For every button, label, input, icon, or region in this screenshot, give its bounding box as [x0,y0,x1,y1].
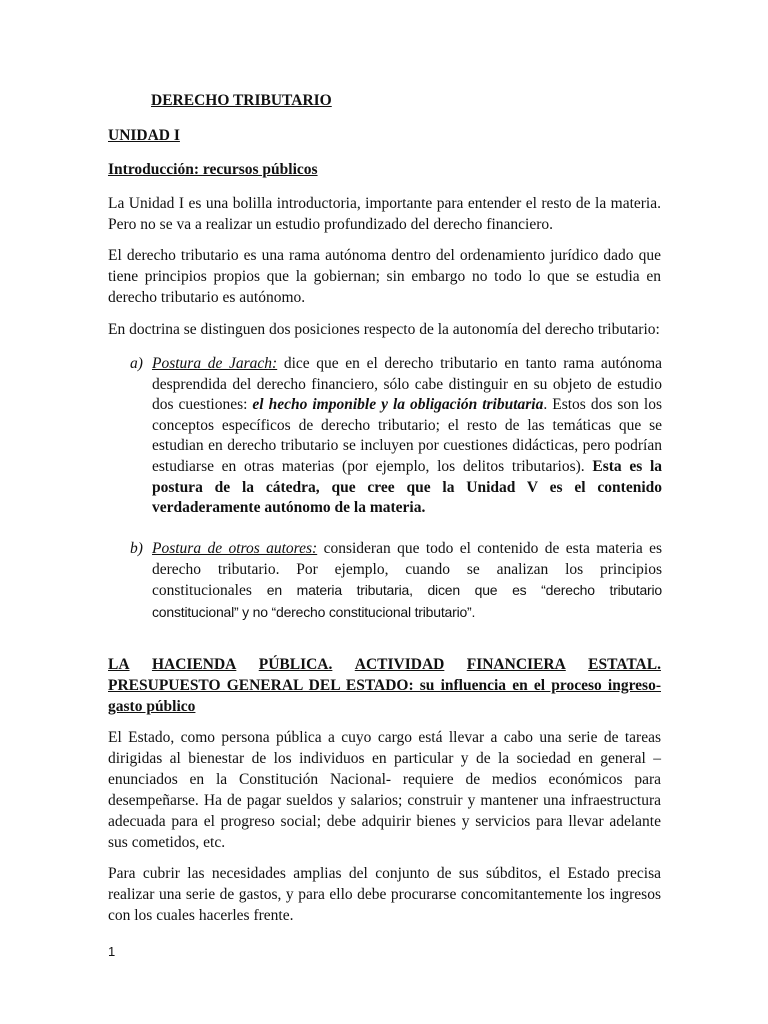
section-word: FINANCIERA [466,656,566,673]
list-text-b2: en materia tributaria, dicen que es “derecho tributario constitucional” y no “derecho constitucional tributario”. [152,582,662,620]
section-word: HACIENDA [151,656,237,673]
list-text-b1: consideran que todo el contenido de esta materia es derecho tributario. Por ejemplo, cuando se analizan los principios constitucionales [152,540,662,600]
list-label-b: b) [130,540,143,557]
list-body-b [152,539,662,623]
list-text-a2: . Estos dos son los conceptos específicos de derecho tributario; el resto de las temáticas que se estudian en derecho tributario se incluyen por cuestiones didácticas, pero podrían estudiarse en otras materias (por ejemplo, los delitos tributarios). [152,396,663,475]
list-text-a1: dice que en el derecho tributario en tanto rama autónoma desprendida del derecho financiero, sólo cabe distinguir en su objeto de estudio dos cuestiones: [152,355,663,414]
paragraph-2: El derecho tributario es una rama autónoma dentro del ordenamiento jurídico dado que tiene principios propios que la gobiernan; sin embargo no todo lo que se estudia en derecho tributario es autónomo. [108,247,661,306]
section-word: ESTATAL. [588,656,661,673]
section-word: LA [108,656,130,673]
page-number: 1 [108,944,116,959]
list-bold-a: Esta es la postura de la cátedra, que cree que la Unidad V es el contenido verdaderamente autónomo de la materia. [152,457,663,517]
document-title: DERECHO TRIBUTARIO [151,92,332,109]
section-word: ACTIVIDAD [354,656,445,673]
unit-heading: UNIDAD I [108,127,180,144]
section-heading [108,654,661,717]
section-word: PÚBLICA. [258,656,333,673]
list-item-b [130,539,662,623]
section-heading-rest: PRESUPUESTO GENERAL DEL ESTADO: su influencia en el proceso ingreso-gasto público [108,677,661,715]
intro-heading: Introducción: recursos públicos [108,161,318,178]
paragraph-3: En doctrina se distinguen dos posiciones respecto de la autonomía del derecho tributario: [108,321,660,338]
paragraph-5: Para cubrir las necesidades amplias del conjunto de sus súbditos, el Estado precisa realizar una serie de gastos, y para ello debe procurarse concomitantemente los ingresos con los cuales hacerles frente. [108,865,661,924]
list-item-a [130,354,662,519]
paragraph-4: El Estado, como persona pública a cuyo cargo está llevar a cabo una serie de tareas dirigidas al bienestar de los individuos en particular y de la sociedad en general – enunciados en la Constitución Nacional- requiere de medios económicos para desempeñarse. Ha de pagar sueldos y salarios; construir y mantener una infraestructura adecuada para el progreso social; debe adquirir bienes y servicios para llevar adelante sus cometidos, etc. [108,729,661,851]
list-label-a: a) [130,355,143,372]
paragraph-1: La Unidad I es una bolilla introductoria, importante para entender el resto de la materia. Pero no se va a realizar un estudio profundizado del derecho financiero. [108,195,661,233]
list-term-a: Postura de Jarach: [152,355,278,372]
list-emphasis-a: el hecho imponible y la obligación tributaria [252,396,544,414]
list-term-b: Postura de otros autores: [152,540,318,557]
list-body-a [152,354,662,519]
